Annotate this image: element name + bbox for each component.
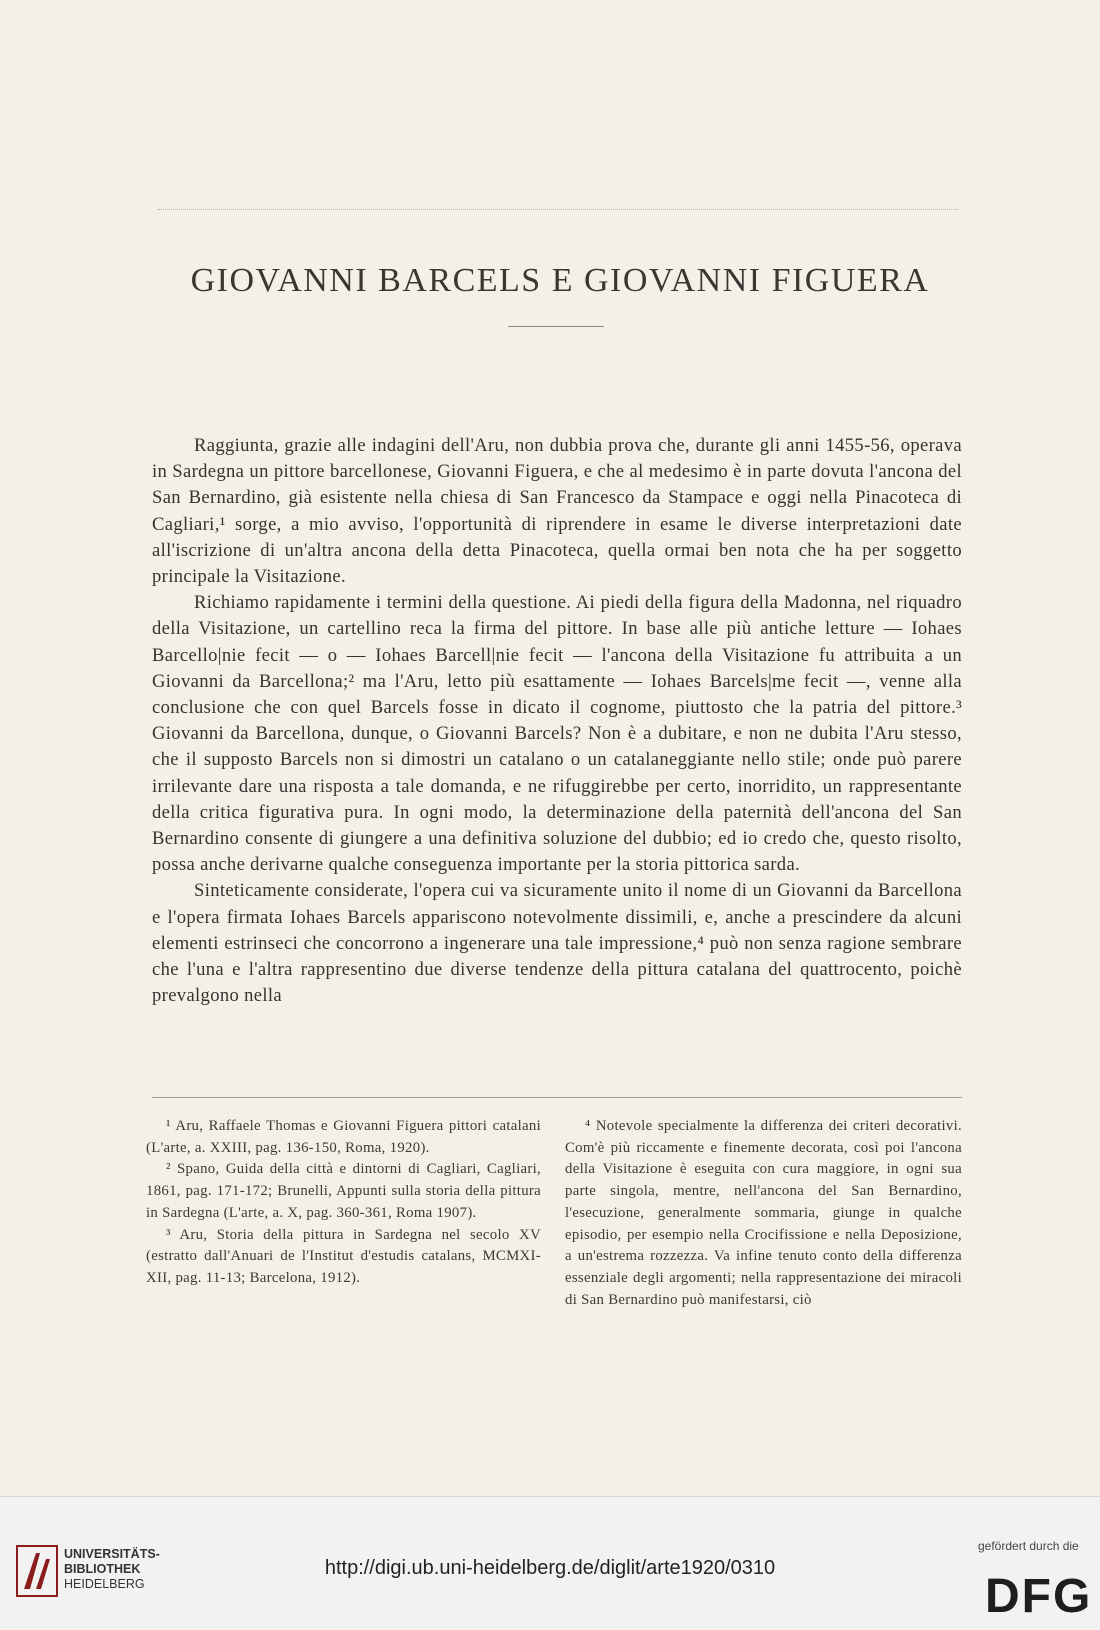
footnote: ³ Aru, Storia della pittura in Sardegna nel secolo XV (estratto dall'Anuari de l'Institut d'estudis catalans, MCMXI-XII, pag. 11-13; Barcelona, 1912). [146,1226,541,1286]
footnote: ¹ Aru, Raffaele Thomas e Giovanni Figuera pittori catalani (L'arte, a. XXIII, pag. 136-150, Roma, 1920). [146,1118,541,1156]
title-divider [508,326,604,327]
footnote-divider [152,1097,962,1098]
viewer-footer [0,1496,1100,1630]
funding-note: gefördert durch die [978,1539,1079,1553]
body-paragraph: Sinteticamente considerate, l'opera cui va sicuramente unito il nome di un Giovanni da Barcellona e l'opera firmata Iohaes Barcels appariscono notevolmente dissimili, e, anche a prescindere da alcuni elementi estrinseci che concorrono a ingenerare una tale impressione,⁴ può non senza ragione sembrare che l'una e l'altra rappresentino due diverse tendenze della pittura catalana del quattrocento, poichè prevalgono nella [152,880,962,1007]
body-paragraph: Richiamo rapidamente i termini della questione. Ai piedi della figura della Madonna, nel riquadro della Visitazione, un cartellino reca la firma del pittore. In base alle più antiche letture — Iohaes Barcello|nie fecit — o — Iohaes Barcell|nie fecit — l'ancona della Visitazione fu attribuita a un Giovanni da Barcellona;² ma l'Aru, letto più esattamente — Iohaes Barcels|me fecit —, venne alla conclusione che con quel Barcels fosse in dicato il cognome, piuttosto che la patria del pittore.³ Giovanni da Barcellona, dunque, o Giovanni Barcels? Non è a dubitare, e non ne dubita l'Aru stesso, che il supposto Barcels non si dimostri un catalano o un catalaneggiante nello stile; onde può parere irrilevante dare una risposta a tale domanda, e ne rifuggirebbe per certo, inorridito, un rappresentante della critica figurativa pura. In ogni modo, la determinazione della paternità dell'ancona del San Bernardino consente di giungere a una definitiva soluzione del dubbio; ed io credo che, questo risolto, possa anche derivarne qualche conseguenza importante per la storia pittorica sarda. [152,592,962,876]
footnotes-left-column [146,1116,541,1290]
library-name: UNIVERSITÄTS- BIBLIOTHEK HEIDELBERG [64,1547,160,1591]
permalink-url[interactable]: http://digi.ub.uni-heidelberg.de/diglit/arte1920/0310 [324,1557,776,1579]
body-paragraph: Raggiunta, grazie alle indagini dell'Aru, non dubbia prova che, durante gli anni 1455-56, operava in Sardegna un pittore barcellonese, Giovanni Figuera, e che al medesimo è in parte dovuta l'ancona del San Bernardino, già esistente nella chiesa di San Francesco da Stampace e oggi nella Pinacoteca di Cagliari,¹ sorge, a mio avviso, l'opportunità di riprendere in esame le diverse interpretazioni date all'iscrizione di un'altra ancona della detta Pinacoteca, quella ormai ben nota che ha per soggetto principale la Visitazione. [152,435,962,588]
footnote: ² Spano, Guida della città e dintorni di Cagliari, Cagliari, 1861, pag. 171-172; Brunelli, Appunti sulla storia della pittura in Sardegna (L'arte, a. X, pag. 360-361, Roma 1907). [146,1161,541,1221]
article-title: GIOVANNI BARCELS E GIOVANNI FIGUERA [190,262,930,299]
top-dotted-rule [158,209,958,210]
footnote: ⁴ Notevole specialmente la differenza dei criteri decorativi. Com'è più riccamente e finemente decorata, così poi l'ancona della Visitazione è eseguita con cura maggiore, in ogni sua parte singola, mentre, nell'ancona del San Bernardino, l'esecuzione, generalmente sommaria, giunge in qualche episodio, per esempio nella Crocifissione e nella Deposizione, a un'estrema rozzezza. Va infine tenuto conto della differenza essenziale degli argomenti; nella rappresentazione dei miracoli di San Bernardino può manifestarsi, ciò [565,1118,962,1308]
article-body [152,433,962,1009]
dfg-logo: DFG [985,1570,1093,1623]
footnotes-right-column [565,1116,962,1311]
